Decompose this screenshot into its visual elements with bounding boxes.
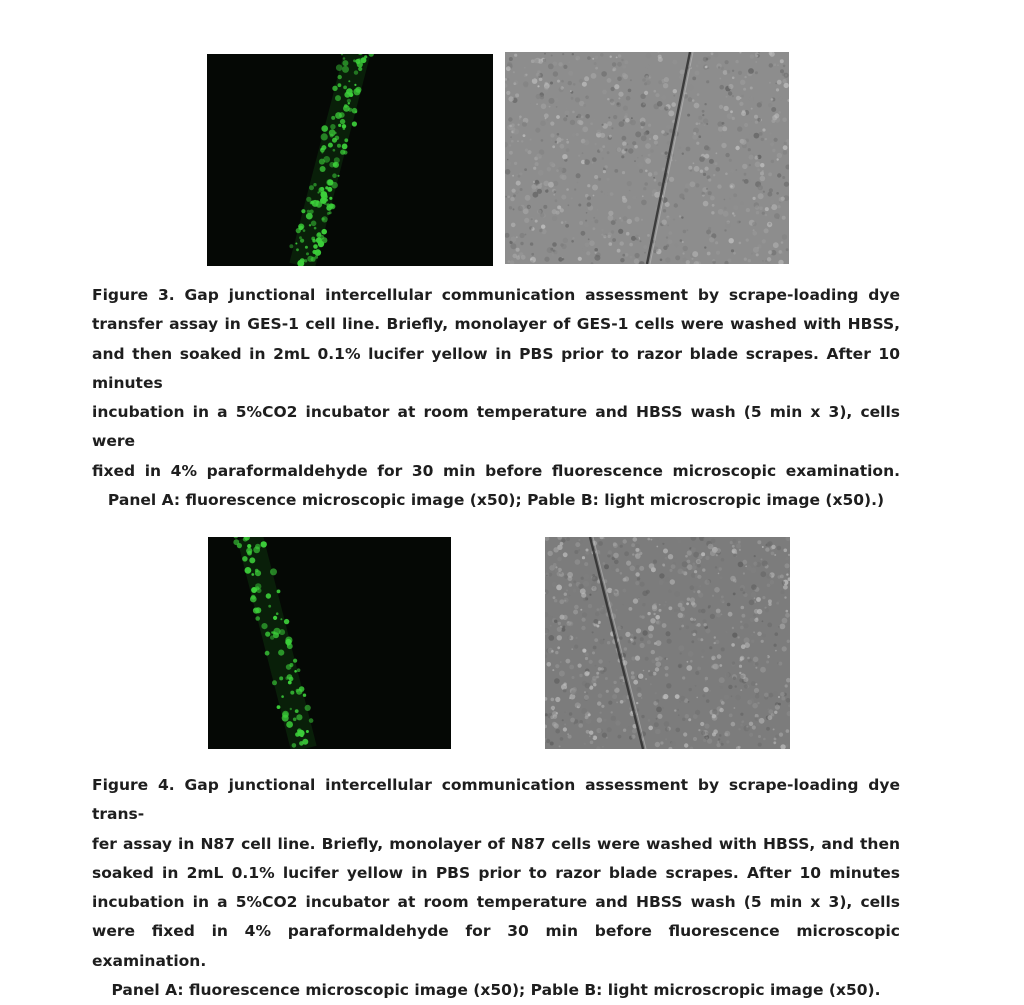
figure3-caption-line-2: transfer assay in GES-1 cell line. Briefly, monolayer of GES-1 cells were washed with HBSS, — [92, 315, 900, 334]
figure4-caption — [92, 771, 900, 1005]
figure3-caption-line-1: Figure 3. Gap junctional intercellular communication assessment by scrape-loading dye — [92, 286, 900, 304]
figure4-caption-line-1: Figure 4. Gap junctional intercellular communication assessment by scrape-loading dye trans- — [92, 776, 900, 824]
figure4-panel-a-fluorescence-image — [208, 537, 451, 749]
figure3-caption-line-5: fixed in 4% paraformaldehyde for 30 min before fluorescence microscopic examination. — [92, 461, 900, 480]
figure4-caption-line-3: soaked in 2mL 0.1% lucifer yellow in PBS prior to razor blade scrapes. After 10 minutes — [92, 863, 900, 882]
figure3-caption — [92, 281, 900, 515]
figure4-caption-line-5: were fixed in 4% paraformaldehyde for 30 min before fluorescence microscopic examination. — [92, 922, 900, 970]
figure4-panel-b-light-image — [545, 537, 790, 749]
figure3-panel-a-fluorescence-image — [207, 54, 493, 266]
figure4-caption-line-2: fer assay in N87 cell line. Briefly, monolayer of N87 cells were washed with HBSS, and then — [92, 834, 900, 853]
figure3-caption-line-4: incubation in a 5%CO2 incubator at room temperature and HBSS wash (5 min x 3), cells were — [92, 403, 900, 451]
figure3-panel-b-light-image — [505, 52, 789, 264]
figure3-caption-line-3: and then soaked in 2mL 0.1% lucifer yellow in PBS prior to razor blade scrapes. After 10 minutes — [92, 344, 900, 392]
figure3-caption-panel-legend: Panel A: fluorescence microscopic image (x50); Pable B: light microscropic image (x50).) — [107, 491, 885, 510]
figure4-caption-panel-legend: Panel A: fluorescence microscopic image (x50); Pable B: light microscropic image (x50). — [111, 981, 881, 1000]
figure4-caption-line-4: incubation in a 5%CO2 incubator at room temperature and HBSS wash (5 min x 3), cells — [92, 893, 900, 912]
